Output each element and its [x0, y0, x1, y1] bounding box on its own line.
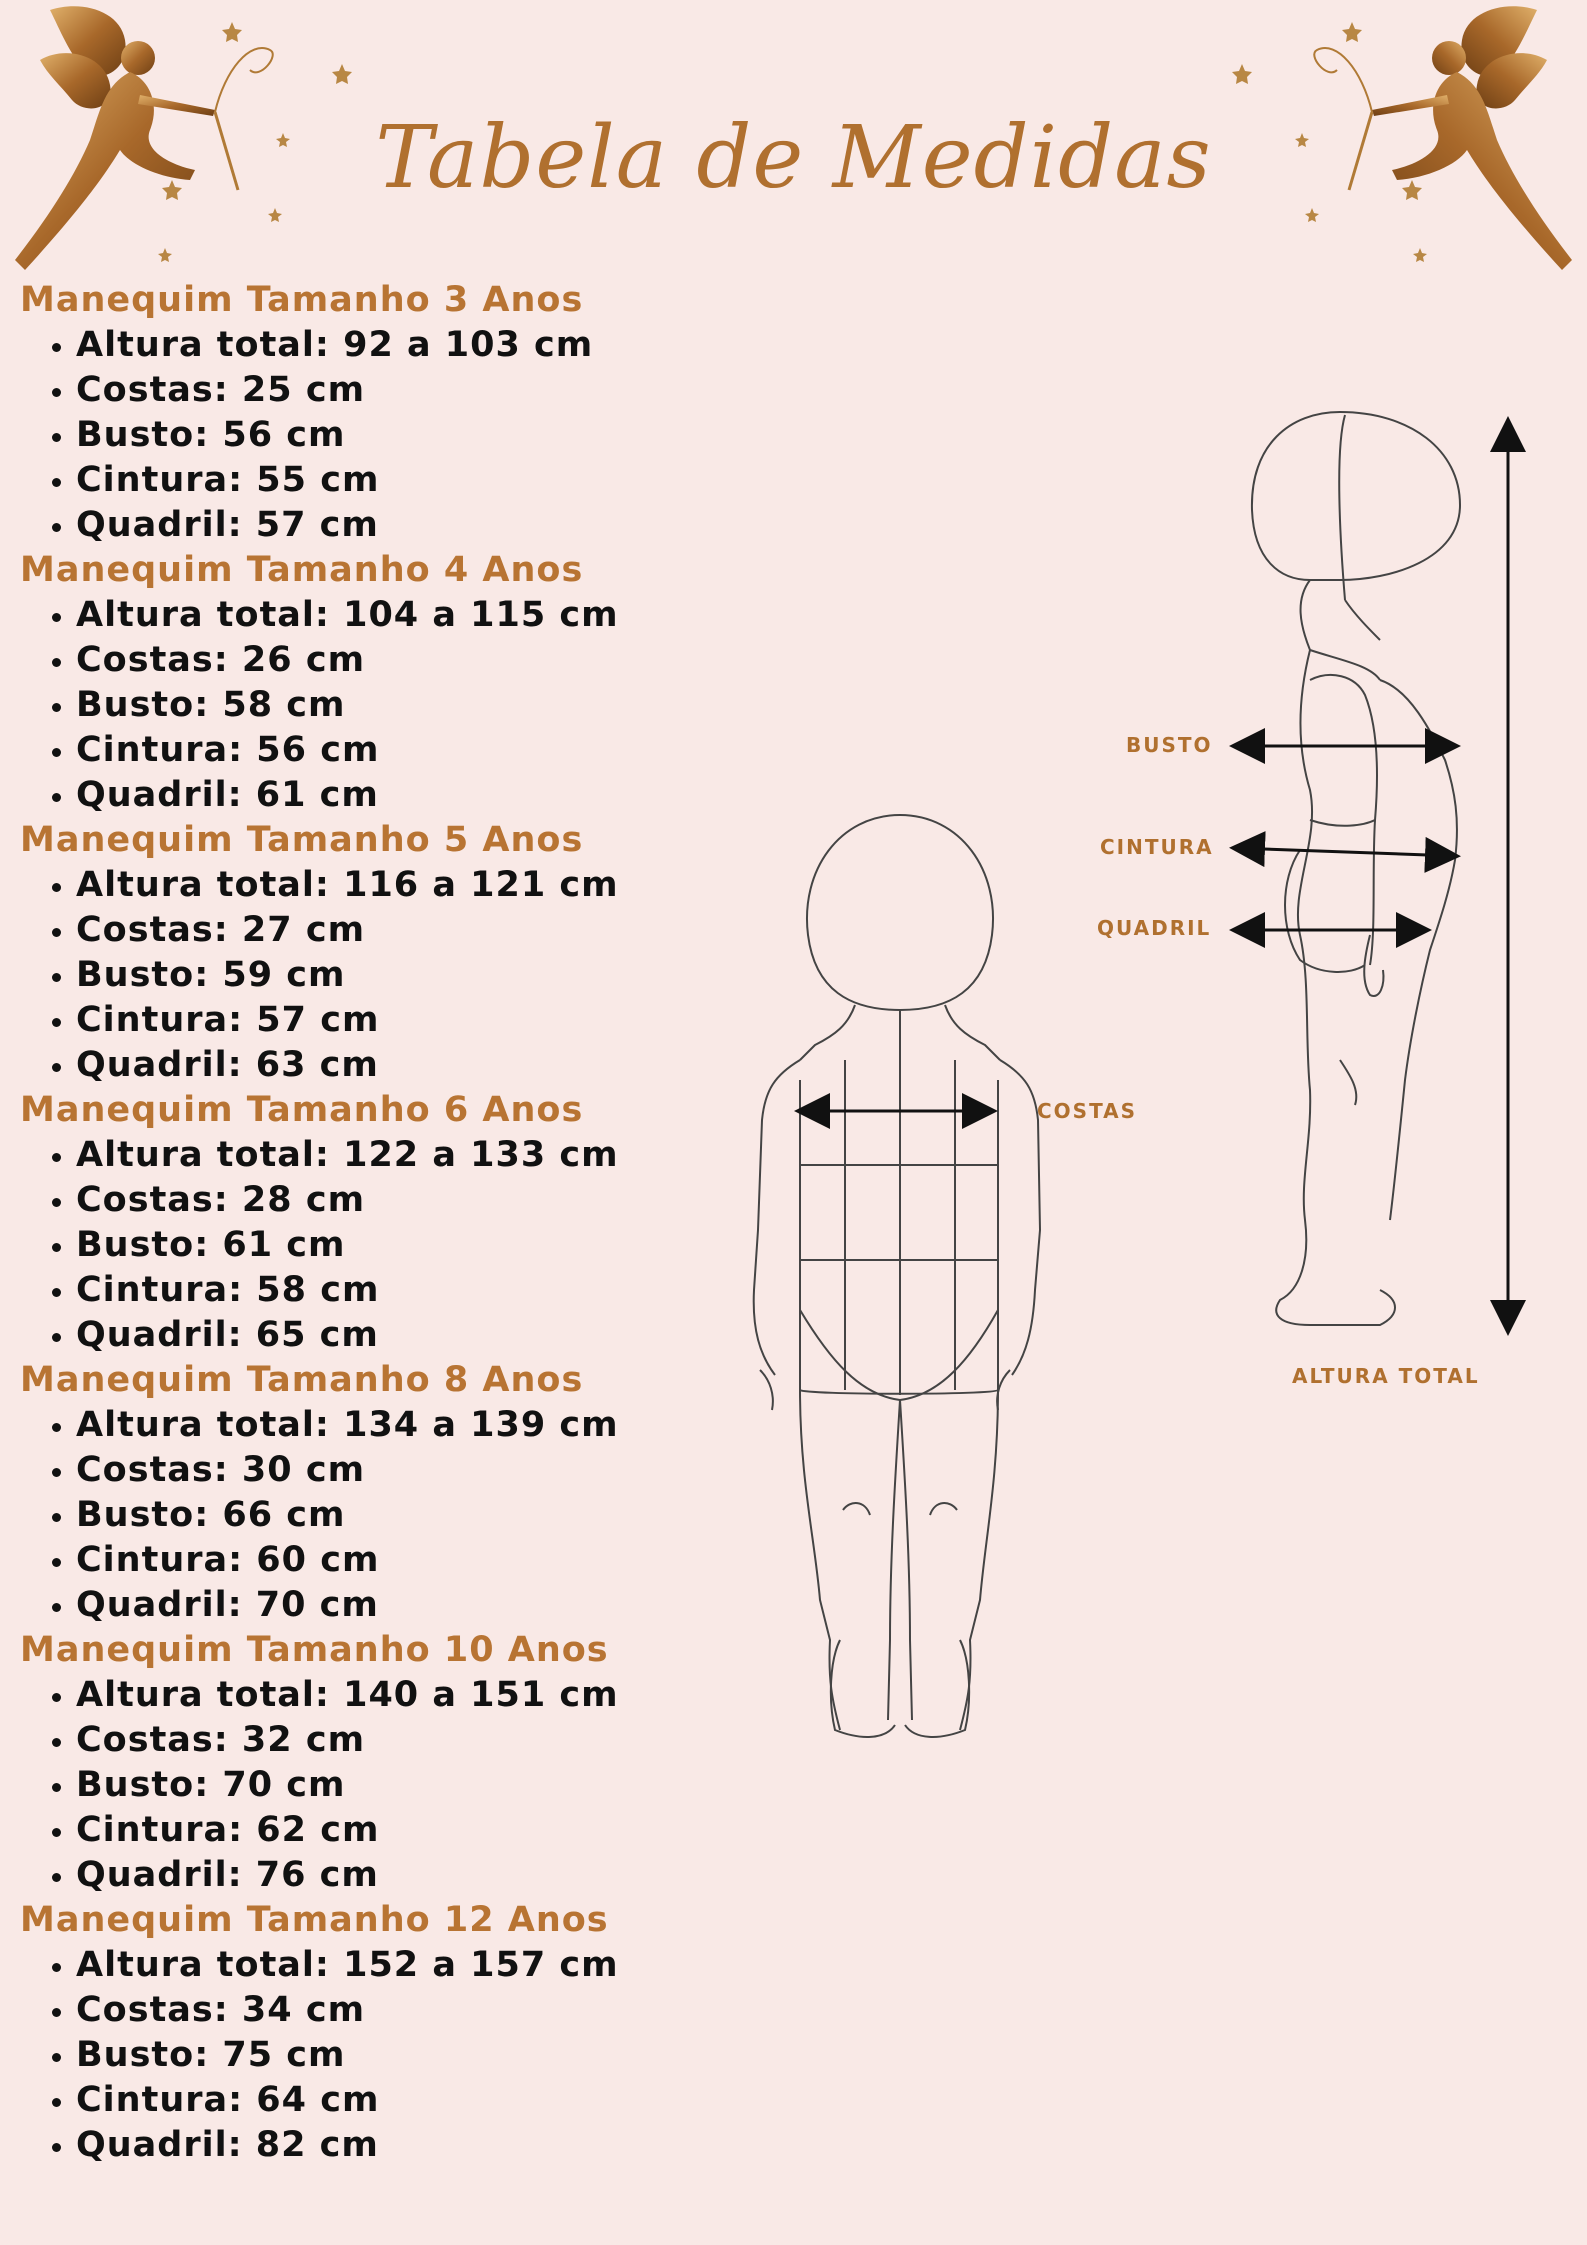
- mannequin-back-view: [754, 815, 1040, 1737]
- mannequin-side-view: [1252, 412, 1460, 1325]
- size-heading: Manequim Tamanho 5 Anos: [20, 820, 584, 860]
- list-item: Quadril: 70 cm: [52, 1583, 740, 1628]
- label-quadril: QUADRIL: [1097, 916, 1212, 940]
- list-item: Busto: 70 cm: [52, 1763, 740, 1808]
- measurement-list: [20, 593, 740, 818]
- size-block-10-anos: [20, 1628, 740, 1898]
- list-item: Quadril: 57 cm: [52, 503, 740, 548]
- list-item: Costas: 32 cm: [52, 1718, 740, 1763]
- list-item: Altura total: 116 a 121 cm: [52, 863, 740, 908]
- label-cintura: CINTURA: [1100, 835, 1214, 859]
- list-item: Altura total: 140 a 151 cm: [52, 1673, 740, 1718]
- size-list-container: [20, 278, 740, 2168]
- size-heading: Manequim Tamanho 4 Anos: [20, 550, 584, 590]
- size-heading: Manequim Tamanho 6 Anos: [20, 1090, 584, 1130]
- size-heading: Manequim Tamanho 10 Anos: [20, 1630, 609, 1670]
- list-item: Quadril: 76 cm: [52, 1853, 740, 1898]
- size-block-6-anos: [20, 1088, 740, 1358]
- list-item: Costas: 26 cm: [52, 638, 740, 683]
- list-item: Altura total: 104 a 115 cm: [52, 593, 740, 638]
- label-altura-total: ALTURA TOTAL: [1292, 1364, 1480, 1388]
- list-item: Quadril: 82 cm: [52, 2123, 740, 2168]
- size-block-4-anos: [20, 548, 740, 818]
- list-item: Cintura: 60 cm: [52, 1538, 740, 1583]
- list-item: Busto: 56 cm: [52, 413, 740, 458]
- measurement-list: [20, 323, 740, 548]
- list-item: Busto: 59 cm: [52, 953, 740, 998]
- list-item: Cintura: 58 cm: [52, 1268, 740, 1313]
- size-block-3-anos: [20, 278, 740, 548]
- measurement-arrows: [800, 422, 1508, 1330]
- measurement-list: [20, 1403, 740, 1628]
- list-item: Quadril: 65 cm: [52, 1313, 740, 1358]
- list-item: Busto: 58 cm: [52, 683, 740, 728]
- list-item: Altura total: 92 a 103 cm: [52, 323, 740, 368]
- list-item: Cintura: 64 cm: [52, 2078, 740, 2123]
- size-block-5-anos: [20, 818, 740, 1088]
- page-title: Tabela de Medidas: [375, 108, 1212, 208]
- list-item: Costas: 30 cm: [52, 1448, 740, 1493]
- size-heading: Manequim Tamanho 3 Anos: [20, 280, 584, 320]
- list-item: Costas: 34 cm: [52, 1988, 740, 2033]
- list-item: Costas: 27 cm: [52, 908, 740, 953]
- measurement-list: [20, 1673, 740, 1898]
- list-item: Cintura: 57 cm: [52, 998, 740, 1043]
- list-item: Cintura: 56 cm: [52, 728, 740, 773]
- list-item: Cintura: 62 cm: [52, 1808, 740, 1853]
- measurement-list: [20, 863, 740, 1088]
- measurement-list: [20, 1943, 740, 2168]
- size-heading: Manequim Tamanho 12 Anos: [20, 1900, 609, 1940]
- list-item: Quadril: 61 cm: [52, 773, 740, 818]
- label-busto: BUSTO: [1126, 733, 1213, 757]
- list-item: Costas: 28 cm: [52, 1178, 740, 1223]
- list-item: Costas: 25 cm: [52, 368, 740, 413]
- label-costas: COSTAS: [1037, 1099, 1138, 1123]
- list-item: Busto: 61 cm: [52, 1223, 740, 1268]
- list-item: Busto: 75 cm: [52, 2033, 740, 2078]
- list-item: Cintura: 55 cm: [52, 458, 740, 503]
- size-block-8-anos: [20, 1358, 740, 1628]
- size-heading: Manequim Tamanho 8 Anos: [20, 1360, 584, 1400]
- list-item: Altura total: 152 a 157 cm: [52, 1943, 740, 1988]
- list-item: Altura total: 134 a 139 cm: [52, 1403, 740, 1448]
- size-block-12-anos: [20, 1898, 740, 2168]
- list-item: Altura total: 122 a 133 cm: [52, 1133, 740, 1178]
- measurement-list: [20, 1133, 740, 1358]
- list-item: Quadril: 63 cm: [52, 1043, 740, 1088]
- list-item: Busto: 66 cm: [52, 1493, 740, 1538]
